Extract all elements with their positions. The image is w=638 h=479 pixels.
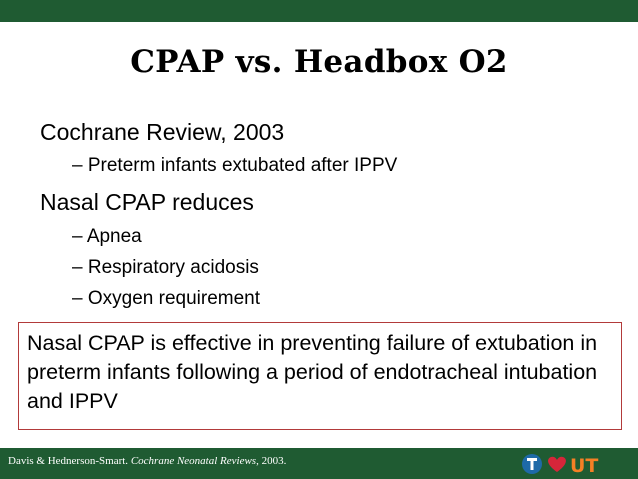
heart-icon (548, 457, 566, 472)
citation-journal: Cochrane Neonatal Reviews (130, 455, 257, 467)
conclusion-callout-text: Nasal CPAP is effective in preventing failure of extubation in preterm infants following a period of endotracheal intubation and IPPV (27, 331, 598, 413)
sub-bullet-apnea: – Apnea (72, 226, 142, 247)
conclusion-callout-box (18, 322, 622, 430)
bullet-nasal-cpap-reduces: Nasal CPAP reduces (40, 189, 254, 215)
sub-bullet-preterm-infants: – Preterm infants extubated after IPPV (72, 155, 398, 176)
sub-bullet-text: Oxygen requirement (87, 288, 261, 309)
citation-year: , 2003. (256, 455, 287, 467)
sub-bullet-text: Respiratory acidosis (87, 257, 259, 278)
citation (8, 455, 286, 467)
t-circle-icon (522, 454, 542, 474)
sub-bullet-text: Preterm infants extubated after IPPV (87, 155, 398, 176)
top-bar (0, 0, 638, 22)
ut-logo (520, 452, 630, 476)
ut-logo-text: UT (570, 455, 599, 476)
sub-bullet-text: Apnea (86, 226, 142, 247)
slide-title: CPAP vs. Headbox O2 (130, 44, 508, 80)
sub-bullet-oxygen-requirement: – Oxygen requirement (72, 288, 261, 309)
citation-authors: Davis & Hednerson-Smart. (8, 455, 131, 467)
bullet-cochrane-review: Cochrane Review, 2003 (40, 119, 285, 145)
sub-bullet-respiratory-acidosis: – Respiratory acidosis (72, 257, 259, 278)
